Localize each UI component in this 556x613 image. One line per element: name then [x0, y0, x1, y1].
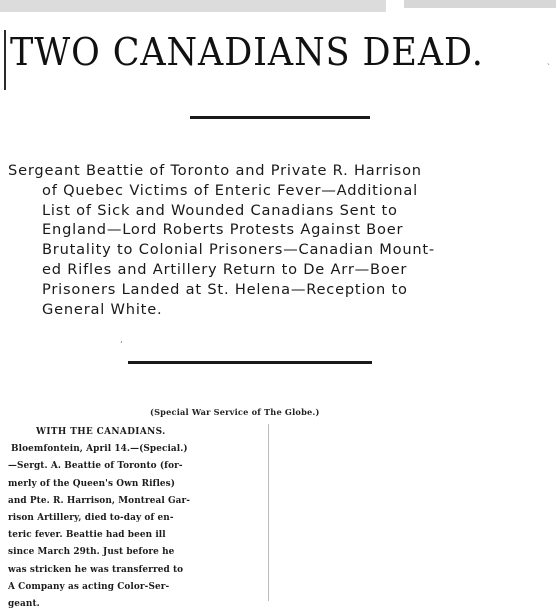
- deck-line: ed Rifles and Artillery Return to De Arr—Boer: [42, 260, 408, 278]
- column-line: and Pte. R. Harrison, Montreal Gar-: [8, 495, 191, 506]
- column-line: was stricken he was transferred to: [8, 564, 184, 575]
- deck-line: General White.: [42, 300, 163, 318]
- scan-left-edge: [4, 30, 6, 90]
- deck-rule: [128, 361, 372, 364]
- column-heading: WITH THE CANADIANS.: [36, 427, 166, 437]
- column-line: teric fever. Beattie had been ill: [8, 530, 166, 541]
- column-line: geant.: [8, 599, 40, 610]
- column-divider: [268, 424, 269, 601]
- deck-line: Brutality to Colonial Prisoners—Canadian Mount-: [42, 241, 436, 259]
- column-line: merly of the Queen's Own Rifles): [8, 478, 176, 489]
- scan-top-border-right: [404, 0, 556, 8]
- headline: TWO CANADIANS DEAD.: [10, 30, 484, 74]
- scan-top-border: [0, 0, 386, 12]
- headline-rule: [190, 116, 370, 119]
- column-line: Bloemfontein, April 14.—(Special.): [11, 444, 188, 455]
- subheadline-deck: [8, 161, 508, 319]
- special-service-credit: (Special War Service of The Globe.): [150, 407, 320, 417]
- deck-line: England—Lord Roberts Protests Against Boer: [42, 221, 404, 239]
- article-column: [8, 424, 260, 613]
- deck-line: Prisoners Landed at St. Helena—Reception to: [42, 280, 408, 298]
- deck-line: Sergeant Beattie of Toronto and Private R. Harrison: [8, 162, 422, 179]
- column-line: rison Artillery, died to-day of en-: [8, 513, 174, 524]
- deck-line: of Quebec Victims of Enteric Fever—Additional: [42, 181, 418, 199]
- scan-speck: ʻ: [120, 340, 123, 349]
- column-line: —Sergt. A. Beattie of Toronto (for-: [8, 461, 183, 472]
- column-line: A Company as acting Color-Ser-: [8, 581, 170, 592]
- scan-speck: ˴: [547, 59, 550, 69]
- deck-line: List of Sick and Wounded Canadians Sent to: [42, 201, 398, 219]
- column-line: since March 29th. Just before he: [8, 547, 175, 558]
